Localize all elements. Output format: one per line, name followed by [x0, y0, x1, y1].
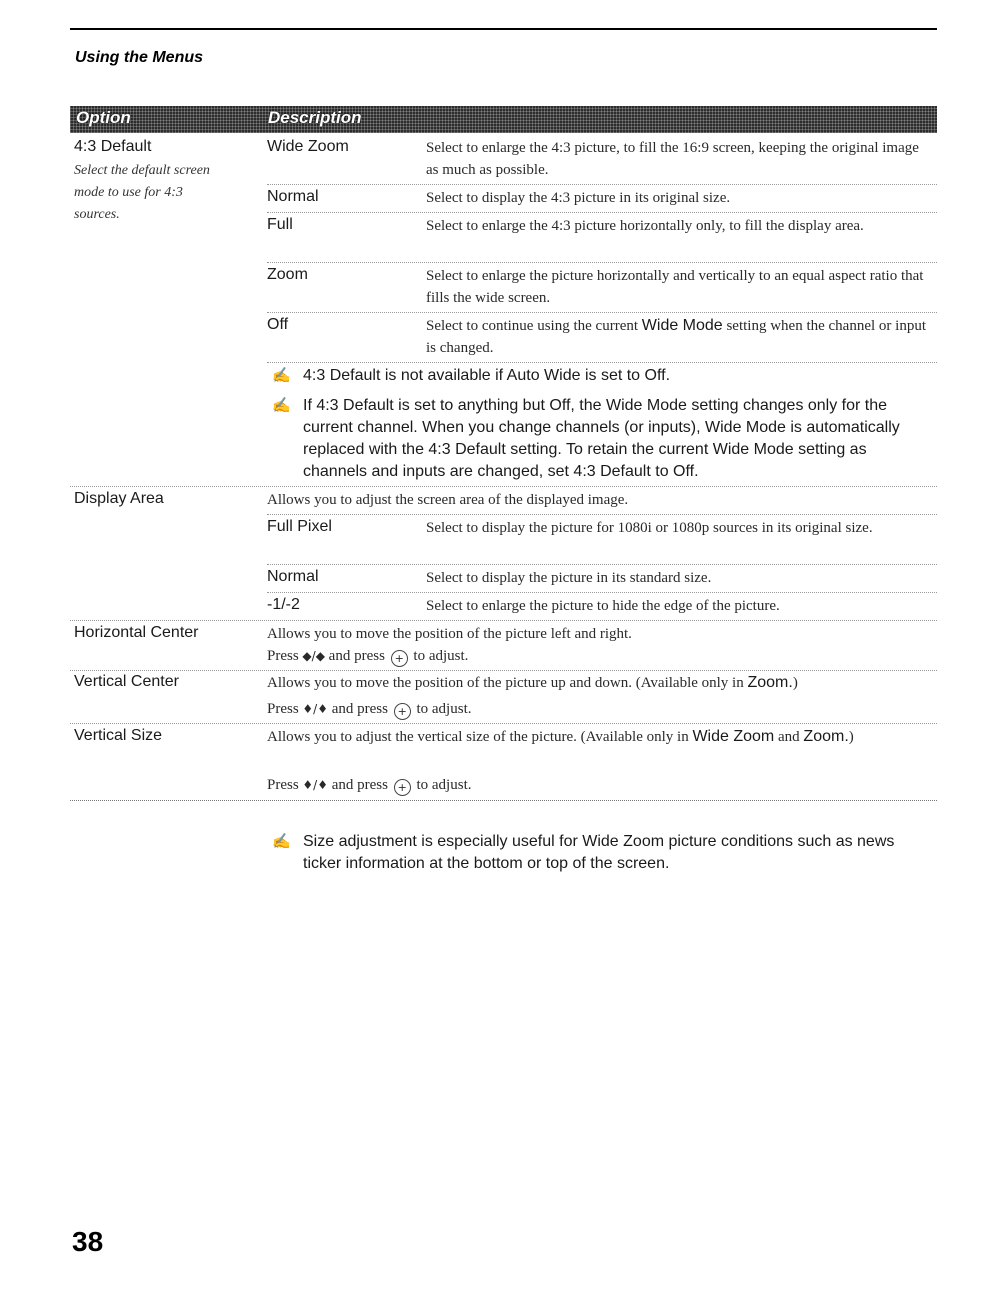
sub-full-desc: Select to enlarge the 4:3 picture horizontally only, to fill the display area.	[426, 218, 864, 234]
option-43-default-desc-line2: mode to use for 4:3	[74, 185, 183, 200]
sub-wide-zoom-desc: Select to enlarge the 4:3 picture, to fill the 16:9 screen, keeping the original image as much as possible.	[426, 140, 919, 178]
vertical-size-press: Press ♦/♦ and press + to adjust.	[267, 777, 472, 794]
sub-wide-zoom: Wide Zoom	[267, 138, 349, 155]
divider	[267, 312, 937, 313]
up-down-arrows-icon: ♦/♦	[302, 778, 328, 792]
option-vertical-size: Vertical Size	[74, 727, 163, 744]
divider	[267, 184, 937, 185]
enter-button-icon: +	[394, 703, 411, 720]
option-43-default: 4:3 Default	[74, 138, 152, 155]
enter-button-icon: +	[394, 779, 411, 796]
option-43-default-desc-line1: Select the default screen	[74, 163, 210, 178]
enter-button-icon: +	[391, 650, 408, 667]
horizontal-center-press: Press ◆/◆ and press + to adjust.	[267, 648, 469, 665]
header-description: Description	[268, 108, 362, 127]
divider	[267, 592, 937, 593]
sub-normal: Normal	[267, 188, 319, 205]
section-title: Using the Menus	[75, 49, 204, 66]
note-43-default-wide-mode: If 4:3 Default is set to anything but Off, the Wide Mode setting changes only for the current channel. When you change channels (or inputs), Wide Mode is automatically replaced with the 4:3 Default setting. To retain the current Wide Mode setting as channels and inputs are changed, set 4:3 Default to Off.	[303, 397, 900, 480]
note-pencil-icon: ✍	[272, 368, 291, 384]
vertical-size-desc: Allows you to adjust the vertical size of the picture. (Available only in Wide Zoom and Zoom.)	[267, 728, 854, 745]
option-43-default-desc-line3: sources.	[74, 207, 120, 222]
table-bottom-rule	[70, 800, 937, 801]
divider	[267, 262, 937, 263]
divider	[267, 564, 937, 565]
table-header	[70, 106, 937, 133]
sub-full: Full	[267, 216, 293, 233]
note-43-default: 4:3 Default is not available if Auto Wide is set to Off.	[303, 367, 671, 384]
vertical-center-press: Press ♦/♦ and press + to adjust.	[267, 701, 472, 718]
sub-zoom-desc: Select to enlarge the picture horizontally and vertically to an equal aspect ratio that fills the wide screen.	[426, 268, 924, 306]
top-rule	[70, 28, 937, 30]
divider	[267, 514, 937, 515]
sub-full-pixel: Full Pixel	[267, 518, 332, 535]
sub-off-desc: Select to continue using the current Wide Mode setting when the channel or input is changed.	[426, 317, 926, 356]
divider	[267, 362, 937, 363]
option-vertical-center: Vertical Center	[74, 673, 179, 690]
sub-minus-1-2-desc: Select to enlarge the picture to hide the edge of the picture.	[426, 598, 780, 614]
horizontal-center-desc: Allows you to move the position of the picture left and right.	[267, 626, 632, 642]
sub-normal-display-desc: Select to display the picture in its standard size.	[426, 570, 712, 586]
note-size-adjustment: Size adjustment is especially useful for Wide Zoom picture conditions such as news ticker information at the bottom or top of the screen.	[303, 833, 895, 872]
up-down-arrows-icon: ♦/♦	[302, 702, 328, 716]
sub-minus-1-2: -1/-2	[267, 596, 300, 613]
note-pencil-icon: ✍	[272, 834, 291, 850]
note-pencil-icon: ✍	[272, 398, 291, 414]
divider	[70, 486, 937, 487]
page-number: 38	[72, 1226, 104, 1257]
option-horizontal-center: Horizontal Center	[74, 624, 199, 641]
divider	[70, 670, 937, 671]
header-option: Option	[76, 108, 131, 127]
sub-normal-desc: Select to display the 4:3 picture in its original size.	[426, 190, 731, 206]
sub-full-pixel-desc: Select to display the picture for 1080i or 1080p sources in its original size.	[426, 520, 873, 536]
display-area-desc: Allows you to adjust the screen area of the displayed image.	[267, 492, 629, 508]
sub-normal-display: Normal	[267, 568, 319, 585]
option-display-area: Display Area	[74, 490, 164, 507]
divider	[70, 620, 937, 621]
vertical-center-desc: Allows you to move the position of the picture up and down. (Available only in Zoom.)	[267, 674, 798, 691]
divider	[70, 723, 937, 724]
sub-off: Off	[267, 316, 289, 333]
divider	[267, 212, 937, 213]
left-right-arrows-icon: ◆/◆	[302, 649, 325, 663]
sub-zoom: Zoom	[267, 266, 308, 283]
